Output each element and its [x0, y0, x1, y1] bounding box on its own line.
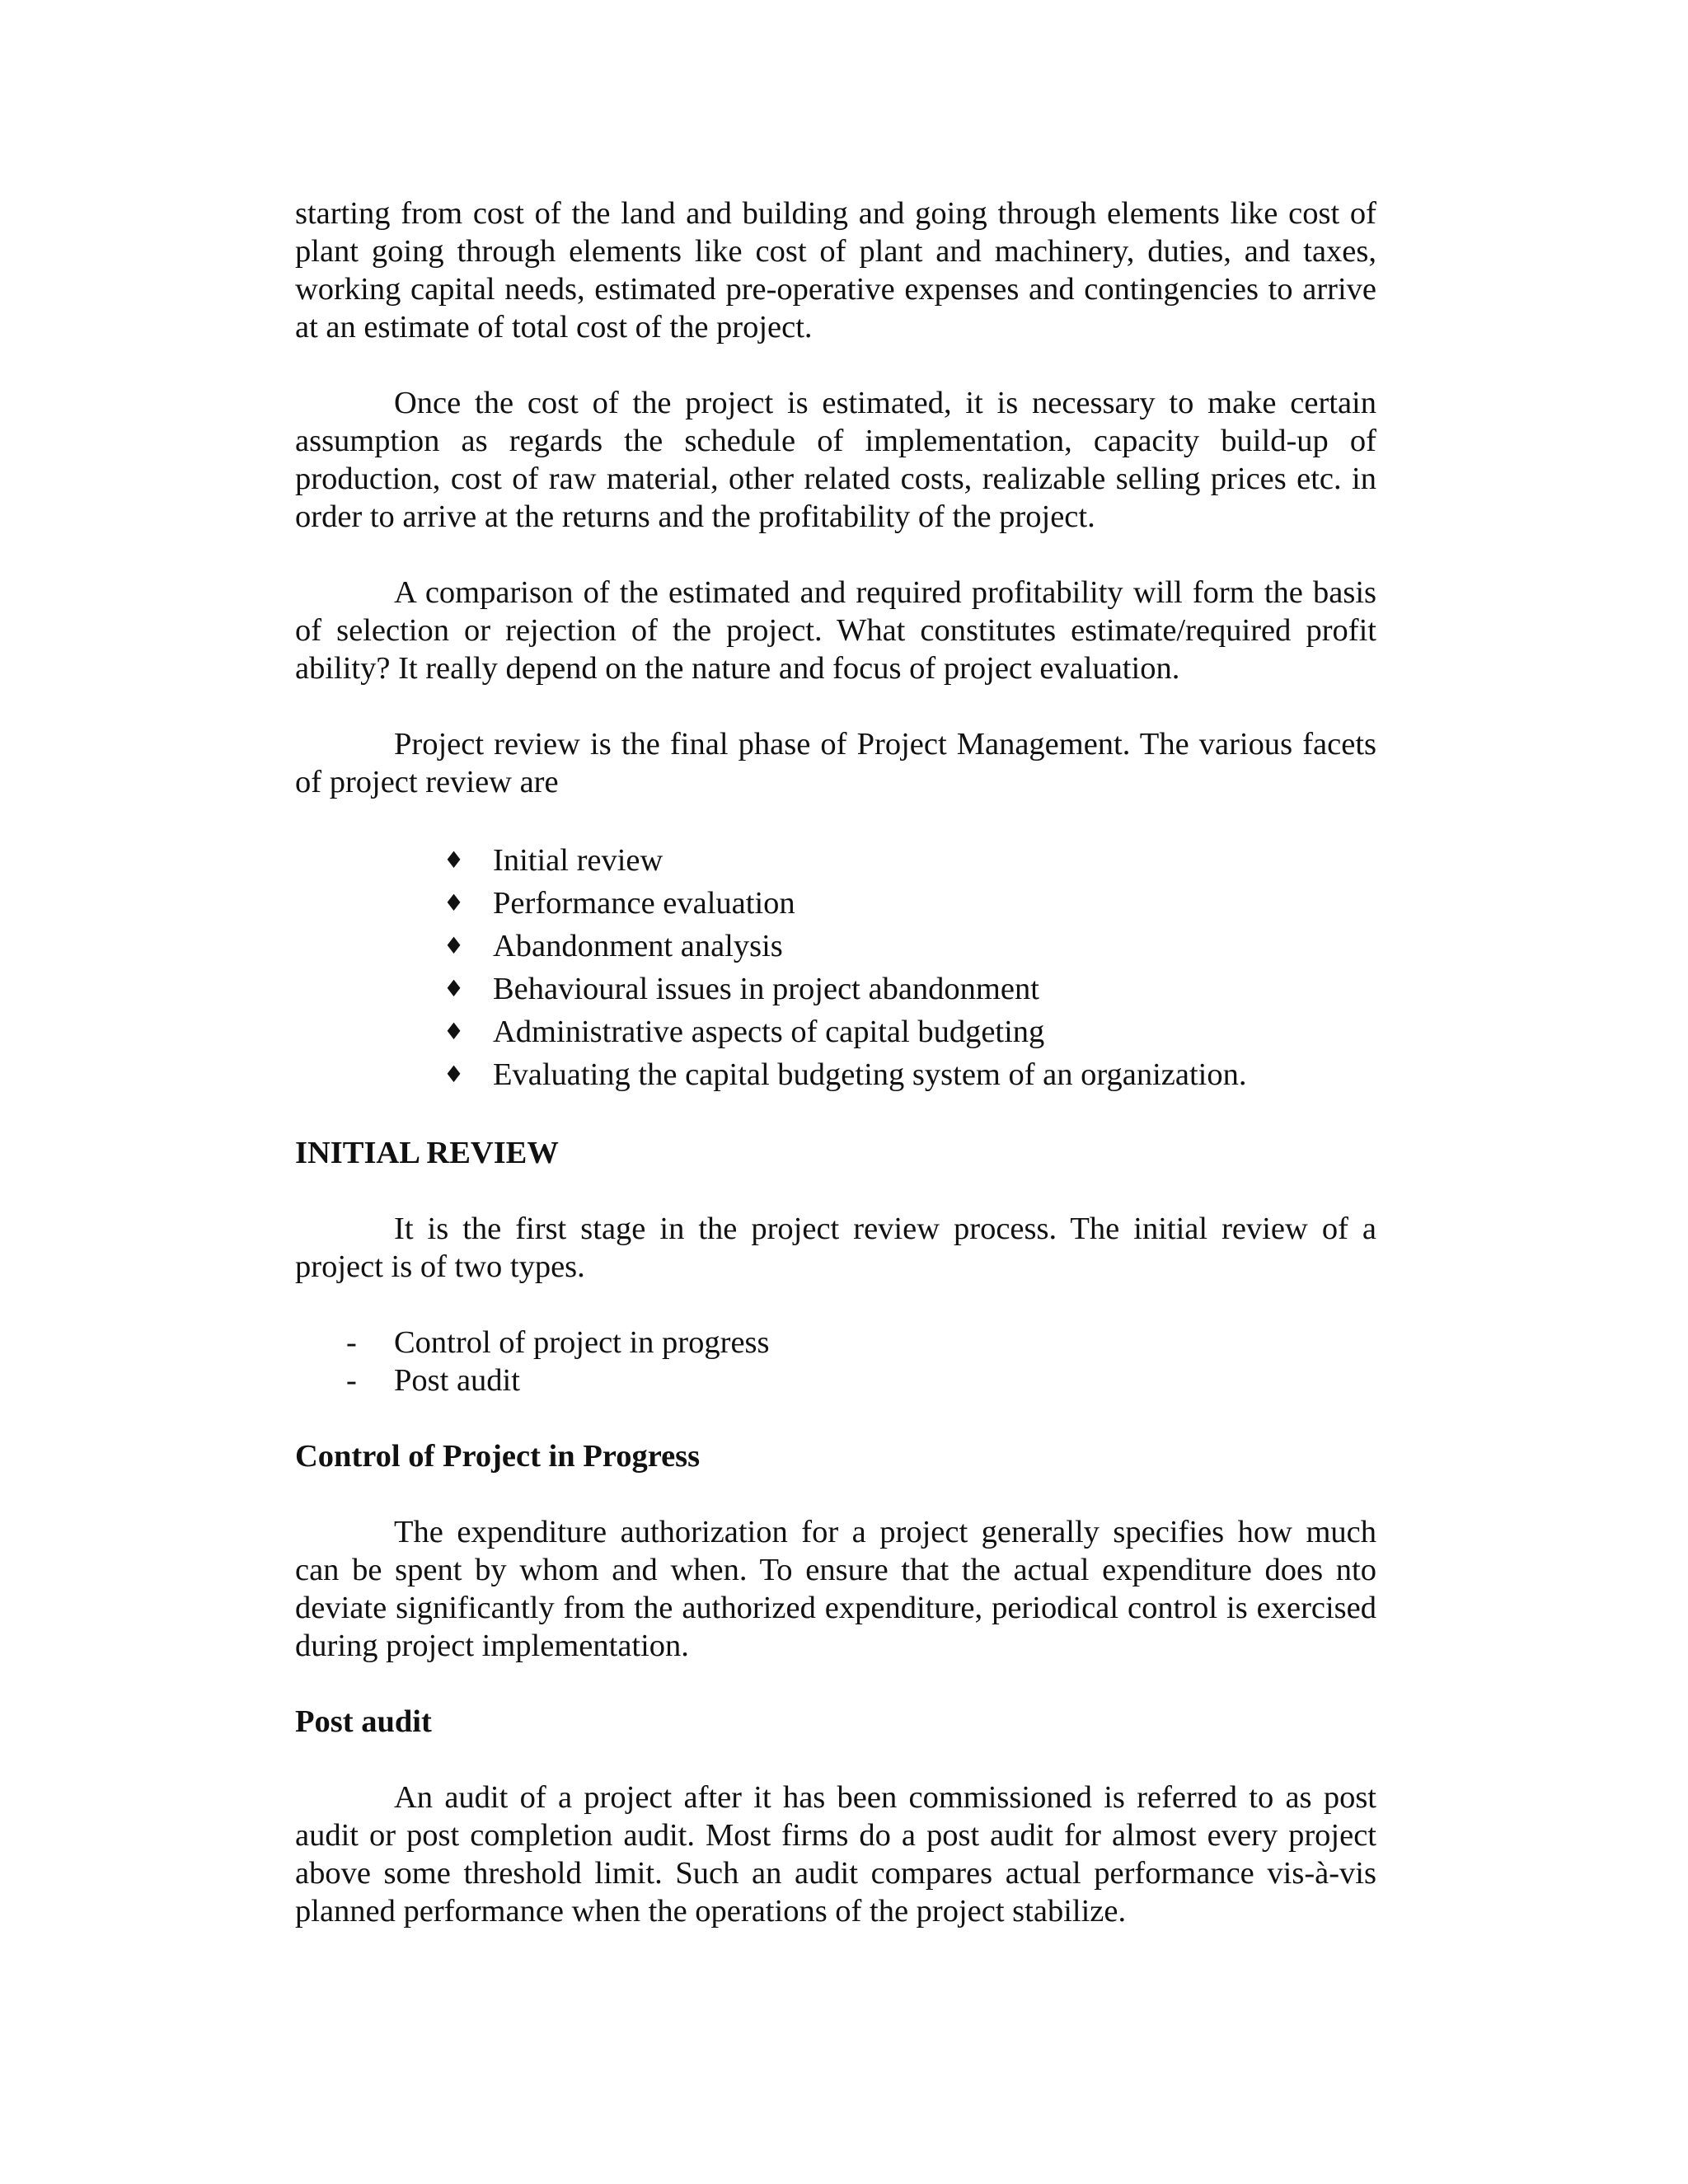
- diamond-bullet-icon: ♦: [443, 1018, 465, 1045]
- list-item: [295, 839, 1376, 882]
- paragraph-assumptions: Once the cost of the project is estimated, it is necessary to make certain assumption as regards the schedule of implementation, capacity build-up of production, cost of raw material, other related costs, realizable selling prices etc. in order to arrive at the returns and the profitability of the project.: [295, 386, 1376, 534]
- list-item: [295, 1361, 1376, 1399]
- list-item: [295, 1324, 1376, 1361]
- diamond-bullet-icon: ♦: [443, 975, 465, 1002]
- list-item: [295, 882, 1376, 925]
- paragraph-control-of-project: The expenditure authorization for a project generally specifies how much can be spent by whom and when. To ensure that the actual expenditure does nto deviate significantly from the authorized expenditure, periodical control is exercised during project implementation.: [295, 1515, 1376, 1663]
- paragraph-profitability: A comparison of the estimated and required profitability will form the basis of selection or rejection of the project. What constitutes estimate/required profit ability? It really depend on the nature and focus of project evaluation.: [295, 575, 1376, 686]
- review-types-list: [295, 1324, 1376, 1399]
- diamond-bullet-icon: ♦: [443, 1061, 465, 1088]
- list-item-text: Abandonment analysis: [493, 929, 783, 963]
- paragraph-project-review: Project review is the final phase of Project Management. The various facets of project review are: [295, 727, 1376, 799]
- heading-post-audit: Post audit: [295, 1704, 432, 1739]
- list-item-text: Control of project in progress: [394, 1325, 770, 1360]
- heading-initial-review: INITIAL REVIEW: [295, 1136, 559, 1170]
- paragraph-cost-estimate: starting from cost of the land and building and going through elements like cost of plant going through elements like cost of plant and machinery, duties, and taxes, working capital needs, estimated pre-operative expenses and contingencies to arrive at an estimate of total cost of the project.: [295, 196, 1376, 344]
- list-item: [295, 968, 1376, 1010]
- list-item-text: Performance evaluation: [493, 886, 795, 921]
- document-page: [295, 194, 1376, 1968]
- list-item-text: Evaluating the capital budgeting system of an organization.: [493, 1057, 1247, 1092]
- list-item-text: Initial review: [493, 843, 663, 878]
- diamond-bullet-icon: ♦: [443, 846, 465, 874]
- paragraph-initial-review: It is the first stage in the project review process. The initial review of a project is of two types.: [295, 1212, 1376, 1284]
- dash-bullet-icon: -: [346, 1325, 357, 1360]
- dash-bullet-icon: -: [346, 1363, 357, 1398]
- list-item-text: Administrative aspects of capital budgeting: [493, 1015, 1045, 1049]
- list-item-text: Post audit: [394, 1363, 520, 1398]
- list-item: [295, 1010, 1376, 1053]
- list-item: [295, 1053, 1376, 1096]
- facets-list: [295, 839, 1376, 1096]
- heading-control-of-project: Control of Project in Progress: [295, 1439, 701, 1474]
- paragraph-post-audit: An audit of a project after it has been commissioned is referred to as post audit or post completion audit. Most firms do a post audit for almost every project above some threshold limit. Such an audit compares actual performance vis-à-vis planned performance when the operations of the project stabilize.: [295, 1780, 1376, 1929]
- list-item-text: Behavioural issues in project abandonment: [493, 972, 1039, 1006]
- diamond-bullet-icon: ♦: [443, 932, 465, 959]
- list-item: [295, 925, 1376, 968]
- diamond-bullet-icon: ♦: [443, 889, 465, 916]
